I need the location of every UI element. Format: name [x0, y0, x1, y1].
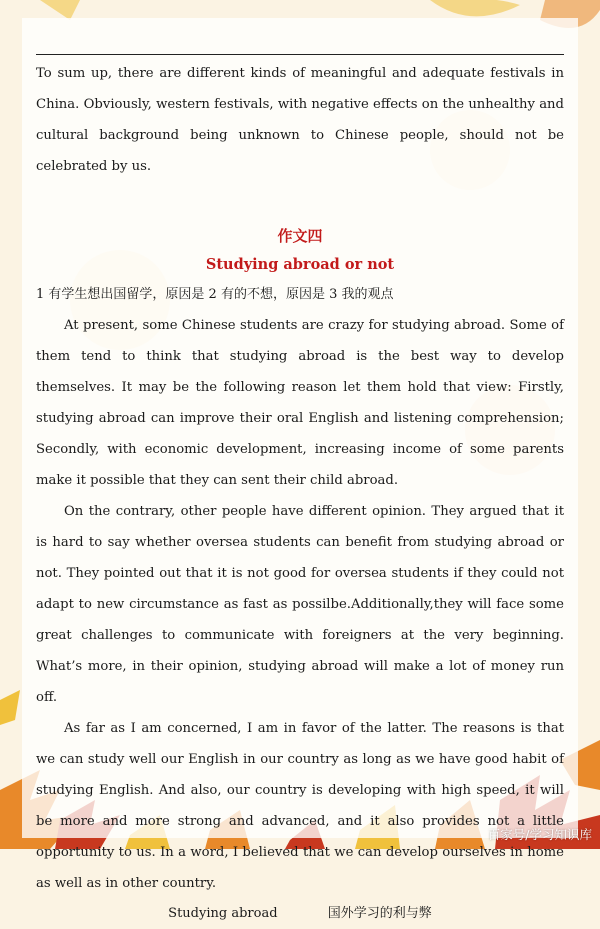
next-topic-line — [36, 899, 564, 929]
essay-paragraph-2: On the contrary, other people have different opinion. They argued that it is hard to say whether oversea students can benefit from studying abroad or not. They pointed out that it is not good for oversea students if they could not adapt to new circumstance as fast as possilbe.Additionally,they will face some great challenges to communicate with foreigners at the very beginning. What’s more, in their opinion, studying abroad will make a lot of money run off. — [36, 504, 564, 705]
essay-label: 作文四 — [277, 227, 323, 245]
essay-paragraph-3: As far as I am concerned, I am in favor of the latter. The reasons is that we can study well our English in our country as long as we have good habit of studying English. And also, our country is developing with high speed, it will be more and more strong and advanced, and it also provides not a little opportunity to us. In a word, I believed that we can develop ourselves in home as well as in other country. — [36, 721, 564, 891]
essay-title: Studying abroad or not — [205, 256, 395, 273]
conclusion-paragraph: To sum up, there are different kinds of meaningful and adequate festivals in China. Obviously, western festivals, with negative effects on the unhealthy and cultural background being unknown to Chinese people, should not be celebrated by us. — [36, 66, 564, 174]
source-watermark: 百家号/学习知识库 — [487, 827, 592, 842]
essay-paragraph-1: At present, some Chinese students are crazy for studying abroad. Some of them tend to think that studying abroad is the best way to develop themselves. It may be the following reason let them hold that view: Firstly, studying abroad can improve their oral English and listening comprehension; Secondly, with economic development, increasing income of some parents make it possible that they can sent their child abroad. — [36, 318, 564, 488]
essay-outline: 1 有学生想出国留学，原因是 2 有的不想，原因是 3 我的观点 — [36, 287, 394, 302]
document-content — [36, 58, 564, 929]
next-topic-en: Studying abroad — [168, 906, 278, 921]
next-topic-cn: 国外学习的利与弊 — [327, 906, 432, 921]
top-rule — [36, 54, 564, 55]
